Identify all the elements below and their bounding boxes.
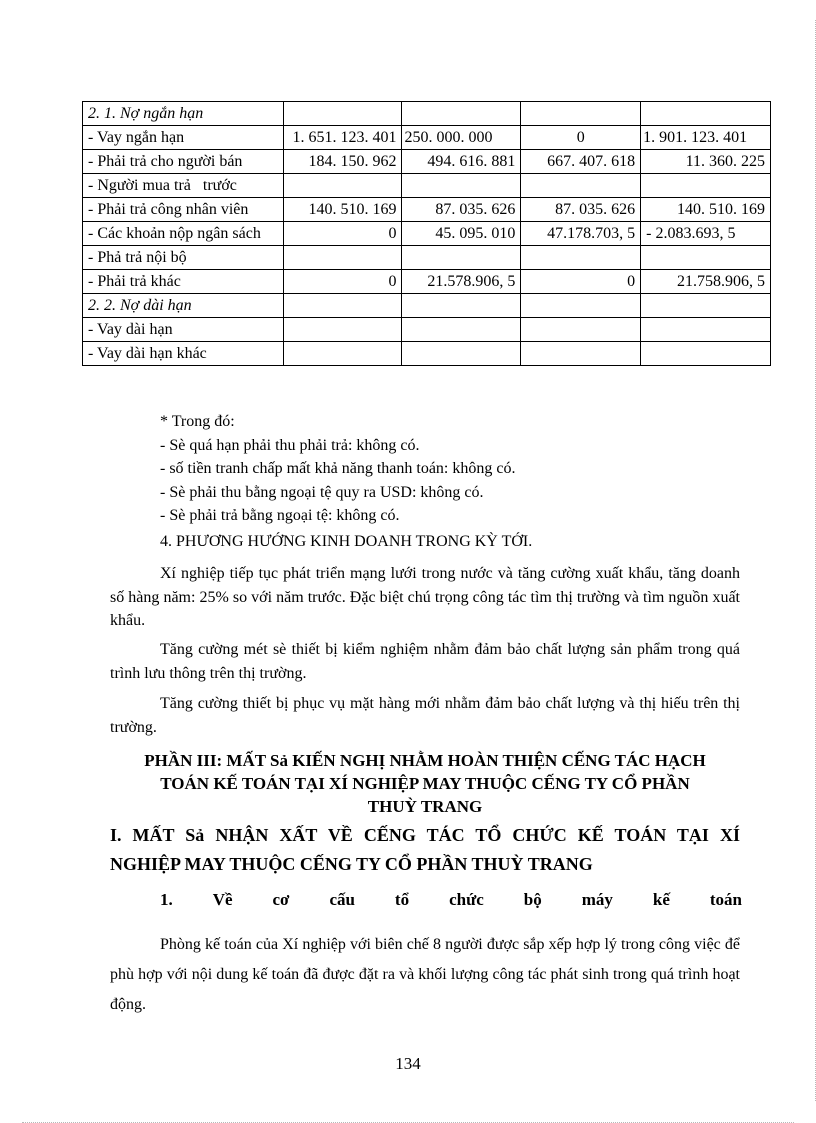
section-1-title (110, 821, 740, 879)
subsection-title (160, 890, 742, 910)
table-cell: 21.578.906, 5 (402, 270, 521, 294)
table-cell: 0 (521, 126, 641, 150)
table-cell (402, 318, 521, 342)
table-cell (521, 174, 641, 198)
table-row (83, 246, 771, 270)
note-item: - số tiền tranh chấp mất khả năng thanh toán: không có. (160, 460, 516, 477)
section-4-heading: 4. PHƯƠNG HƯỚNG KINH DOANH TRONG KỲ TỚI. (160, 533, 533, 550)
row-label: - Phải trả cho người bán (83, 150, 284, 174)
table-cell (402, 246, 521, 270)
table-cell (402, 342, 521, 366)
table-row (83, 270, 771, 294)
table-cell (521, 294, 641, 318)
subsection-word: chức (449, 890, 484, 909)
paragraph: Tăng cường thiết bị phục vụ mặt hàng mới nhằm đảm bảo chất lượng và thị hiếu trên thị trường. (110, 695, 740, 736)
table-row (83, 126, 771, 150)
table-row (83, 150, 771, 174)
row-label: 2. 2. Nợ dài hạn (83, 294, 284, 318)
table-cell: 250. 000. 000 (402, 126, 521, 150)
table-cell (641, 342, 771, 366)
subsection-word: bộ (523, 890, 542, 909)
table-cell (283, 174, 402, 198)
table-cell (641, 102, 771, 126)
table-cell (521, 342, 641, 366)
row-label: - Vay dài hạn khác (83, 342, 284, 366)
table-cell: 0 (521, 270, 641, 294)
table-cell (521, 102, 641, 126)
table-cell: 87. 035. 626 (521, 198, 641, 222)
row-label: - Các khoản nộp ngân sách (83, 222, 284, 246)
table-cell (641, 174, 771, 198)
table-cell (402, 102, 521, 126)
note-item: - Sè phải thu bằng ngoại tệ quy ra USD: không có. (160, 483, 484, 501)
paragraph: Xí nghiệp tiếp tục phát triển mạng lưới trong nước và tăng cường xuất khẩu, tăng doanh số hàng năm: 25% so với năm trước. Đặc biệt chú trọng công tác tìm thị trường và tìm nguồn xuất khẩu. (110, 565, 740, 629)
row-label: - Vay ngắn hạn (83, 126, 284, 150)
part-3-title-line: PHẦN III: MẤT Sả KIẾN NGHỊ NHẰM HOÀN THIỆN CẾNG TÁC HẠCH (144, 751, 706, 770)
paragraph: Tăng cường mét sè thiết bị kiểm nghiệm nhằm đảm bảo chất lượng sản phẩm trong quá trình lưu thông trên thị trường. (110, 641, 740, 682)
table-row (83, 198, 771, 222)
notes-intro: * Trong đó: (160, 413, 235, 430)
subsection-word: cơ (272, 890, 290, 909)
table-cell (641, 246, 771, 270)
paragraph: Phòng kế toán của Xí nghiệp với biên chế 8 người được sắp xếp hợp lý trong công việc để phù hợp với nội dung kế toán đã được đặt ra và khối lượng công tác phát sinh trong quá trình hoạt động. (110, 936, 740, 1013)
notes-block (160, 410, 760, 528)
subsection-word: Về (212, 890, 233, 909)
row-label: - Phải trả khác (83, 270, 284, 294)
table-row (83, 294, 771, 318)
table-cell: 11. 360. 225 (641, 150, 771, 174)
row-label: - Vay dài hạn (83, 318, 284, 342)
liabilities-table (82, 101, 771, 366)
table-cell (641, 294, 771, 318)
table-cell: 21.758.906, 5 (641, 270, 771, 294)
table-cell (402, 294, 521, 318)
subsection-word: máy (581, 890, 613, 909)
table-cell: 0 (283, 222, 402, 246)
table-cell: 47.178.703, 5 (521, 222, 641, 246)
table-cell: 1. 651. 123. 401 (283, 126, 402, 150)
table-cell: 87. 035. 626 (402, 198, 521, 222)
subsection-word: cấu (329, 890, 355, 909)
table-cell (283, 246, 402, 270)
table-cell (521, 318, 641, 342)
table-cell (283, 102, 402, 126)
table-cell: 0 (283, 270, 402, 294)
section-1-title-line: I. MẤT Sả NHẬN XẤT VỀ CẾNG TÁC TỔ CHỨC KẾ TOÁN TẠI XÍ (110, 825, 740, 845)
table-row (83, 222, 771, 246)
table-cell (641, 318, 771, 342)
part-3-title-line: TOÁN KẾ TOÁN TẠI XÍ NGHIỆP MAY THUỘC CẾNG TY CỔ PHẦN (160, 774, 690, 793)
part-3-title-line: THUỲ TRANG (367, 797, 483, 816)
table-cell: 140. 510. 169 (283, 198, 402, 222)
table-cell: - 2.083.693, 5 (641, 222, 771, 246)
table-cell: 494. 616. 881 (402, 150, 521, 174)
row-label: - Phả trả nội bộ (83, 246, 284, 270)
table-cell: 140. 510. 169 (641, 198, 771, 222)
row-label: - Phải trả công nhân viên (83, 198, 284, 222)
table-row (83, 102, 771, 126)
table-cell: 45. 095. 010 (402, 222, 521, 246)
table-cell (283, 342, 402, 366)
table-row (83, 318, 771, 342)
table-cell: 667. 407. 618 (521, 150, 641, 174)
part-3-title (110, 749, 740, 818)
table-cell: 184. 150. 962 (283, 150, 402, 174)
row-label: - Người mua trả trước (83, 174, 284, 198)
note-item: - Sè phải trả bằng ngoại tệ: không có. (160, 507, 400, 524)
table-row (83, 174, 771, 198)
table-cell (521, 246, 641, 270)
subsection-word: 1. (160, 890, 173, 909)
table-cell: 1. 901. 123. 401 (641, 126, 771, 150)
row-label: 2. 1. Nợ ngắn hạn (83, 102, 284, 126)
table-cell (283, 294, 402, 318)
subsection-word: kế (652, 890, 670, 909)
subsection-word: toán (709, 890, 742, 909)
table-row (83, 342, 771, 366)
subsection-word: tổ (394, 890, 410, 909)
section-1-title-line: NGHIỆP MAY THUỘC CẾNG TY CỔ PHẦN THUỲ TRANG (110, 854, 593, 874)
page-number: 134 (395, 1054, 421, 1073)
note-item: - Sè quá hạn phải thu phải trả: không có. (160, 436, 420, 454)
table-cell (402, 174, 521, 198)
table-cell (283, 318, 402, 342)
